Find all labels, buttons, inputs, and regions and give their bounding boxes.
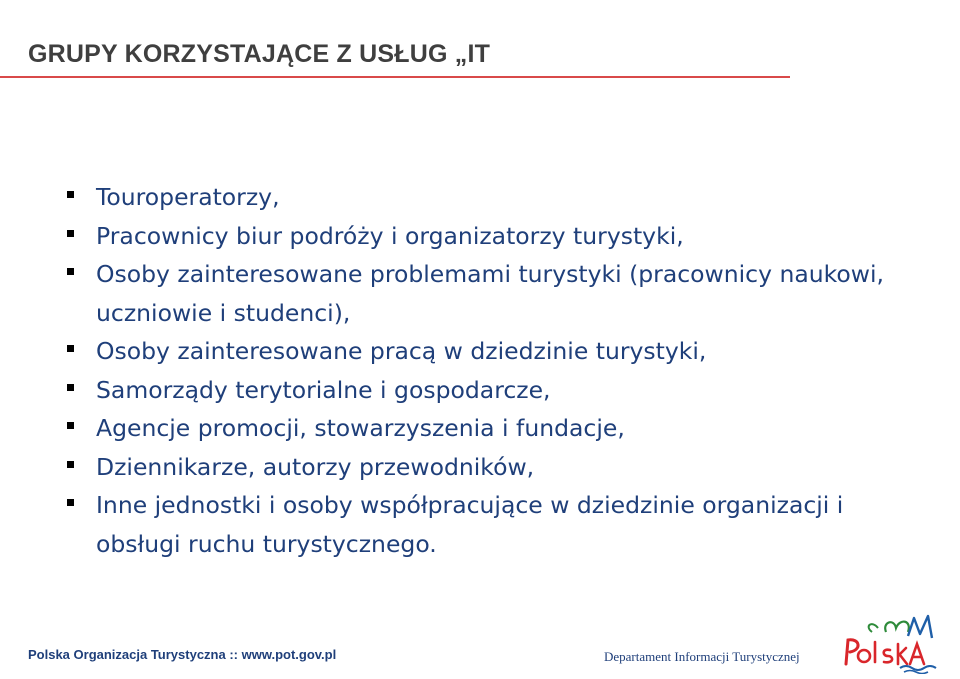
logo-swirl-shape — [869, 624, 878, 632]
bullet-text: Samorządy terytorialne i gospodarcze, — [96, 375, 551, 404]
bullet-square-icon — [67, 191, 74, 198]
bullet-square-icon — [67, 345, 74, 352]
bullet-item — [64, 255, 924, 332]
bullet-square-icon — [67, 461, 74, 468]
bullet-square-icon — [67, 422, 74, 429]
logo-letter-s — [884, 650, 892, 663]
bullet-square-icon — [67, 384, 74, 391]
bullet-item — [64, 217, 924, 256]
bullet-text: Pracownicy biur podróży i organizatorzy turystyki, — [96, 221, 684, 250]
title-underline — [0, 76, 790, 78]
bullet-item — [64, 486, 924, 563]
bullet-text: Osoby zainteresowane pracą w dziedzinie turystyki, — [96, 337, 707, 365]
bullet-item — [64, 409, 924, 448]
logo-letter-o — [858, 650, 870, 662]
logo-leaf-shape — [885, 622, 909, 632]
slide-title: GRUPY KORZYSTAJĄCE Z USŁUG „IT — [28, 40, 491, 68]
bullet-text: Agencje promocji, stowarzyszenia i fundacje, — [96, 414, 625, 442]
bullet-item — [64, 448, 924, 487]
logo-letter-a — [910, 644, 924, 664]
footer-department: Departament Informacji Turystycznej — [604, 649, 800, 664]
bullet-square-icon — [67, 499, 74, 506]
bullet-item — [64, 332, 924, 371]
bullet-square-icon — [67, 230, 74, 237]
logo-wave-shape — [900, 666, 936, 670]
bullet-item — [64, 371, 924, 410]
bullet-text: Inne jednostki i osoby współpracujące w dziedzinie organizacji i obsługi ruchu turystycznego. — [96, 491, 844, 558]
bullet-square-icon — [67, 268, 74, 275]
logo-letter-p — [846, 640, 858, 664]
logo-mountain-shape — [908, 616, 932, 638]
polska-logo-icon — [842, 614, 938, 674]
bullet-text: Osoby zainteresowane problemami turystyki (pracownicy naukowi, uczniowie i studenci), — [96, 260, 885, 327]
logo-wave-shape-2 — [904, 671, 928, 674]
bullet-list — [64, 178, 924, 563]
logo-letter-k — [898, 644, 907, 664]
footer-organization-link[interactable]: Polska Organizacja Turystyczna :: www.pot.gov.pl — [28, 647, 337, 662]
bullet-text: Dziennikarze, autorzy przewodników, — [96, 452, 535, 481]
bullet-item — [64, 178, 924, 217]
bullet-text: Touroperatorzy, — [96, 183, 280, 211]
